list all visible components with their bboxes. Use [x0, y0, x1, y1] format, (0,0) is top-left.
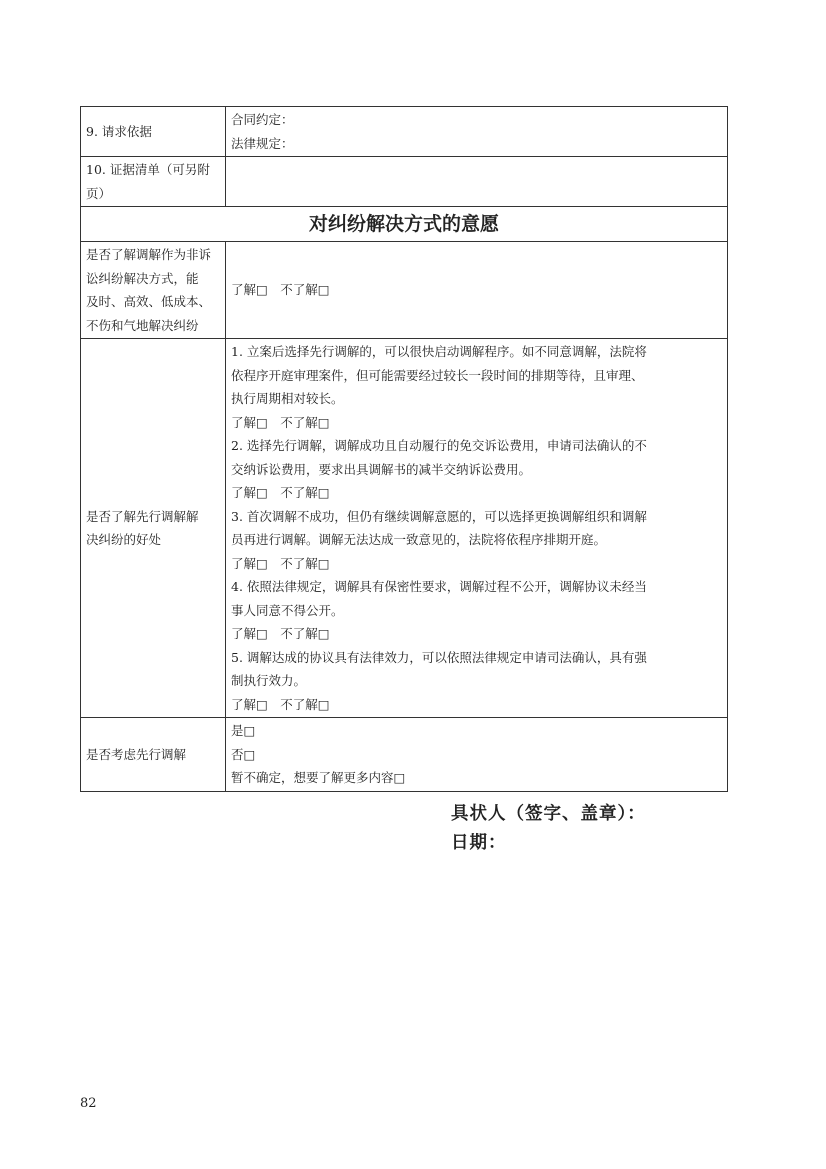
request-basis-label: 9. 请求依据	[81, 107, 226, 157]
benefit-checkbox-line[interactable]: 了解□ 不了解□	[231, 555, 330, 571]
mediation-label-line: 不伤和气地解决纠纷	[86, 317, 199, 333]
section-heading: 对纠纷解决方式的意愿	[81, 207, 728, 242]
benefit-text-line: 3. 首次调解不成功，但仍有继续调解意愿的，可以选择更换调解组织和调解	[231, 508, 647, 524]
evidence-list-row	[81, 157, 728, 207]
section-heading-row	[81, 207, 728, 242]
understand-mediation-row	[81, 242, 728, 339]
mediation-benefits-label	[81, 339, 226, 718]
request-basis-row	[81, 107, 728, 157]
mediation-benefits-row	[81, 339, 728, 718]
option-no[interactable]: 否□	[231, 746, 256, 762]
mediation-benefits-content	[226, 339, 728, 718]
benefit-text-line: 1. 立案后选择先行调解的，可以很快启动调解程序。如不同意调解，法院将	[231, 344, 647, 359]
evidence-label-line: 页）	[86, 185, 112, 201]
mediation-label-line: 是否了解调解作为非诉	[86, 247, 212, 262]
option-undecided[interactable]: 暂不确定，想要了解更多内容□	[231, 770, 406, 786]
understand-mediation-options[interactable]: 了解□ 不了解□	[226, 242, 728, 339]
request-basis-value	[226, 107, 728, 157]
legal-provision-line: 法律规定：	[231, 135, 294, 151]
benefit-text-line: 执行周期相对较长。	[231, 391, 344, 406]
benefits-label-line: 是否了解先行调解解	[86, 508, 199, 524]
benefit-text-line: 制执行效力。	[231, 673, 307, 688]
option-yes[interactable]: 是□	[231, 723, 256, 739]
mediation-label-line: 讼纠纷解决方式，能	[86, 270, 199, 286]
evidence-label-line: 10. 证据清单（可另附	[86, 162, 210, 177]
benefits-label-line: 决纠纷的好处	[86, 532, 162, 547]
consider-mediation-options	[226, 718, 728, 792]
benefit-checkbox-line[interactable]: 了解□ 不了解□	[231, 696, 330, 712]
benefit-text-line: 4. 依照法律规定，调解具有保密性要求，调解过程不公开，调解协议未经当	[231, 579, 647, 594]
understand-mediation-label	[81, 242, 226, 339]
benefit-checkbox-line[interactable]: 了解□ 不了解□	[231, 626, 330, 641]
consider-mediation-label: 是否考虑先行调解	[81, 718, 226, 792]
benefit-text-line: 交纳诉讼费用，要求出具调解书的减半交纳诉讼费用。	[231, 461, 532, 477]
benefit-text-line: 事人同意不得公开。	[231, 602, 344, 618]
page-number: 82	[80, 1096, 97, 1111]
consider-mediation-row	[81, 718, 728, 792]
evidence-list-label	[81, 157, 226, 207]
contract-agreement-line: 合同约定：	[231, 112, 294, 127]
signature-block	[451, 800, 646, 858]
benefit-text-line: 员再进行调解。调解无法达成一致意见的，法院将依程序排期开庭。	[231, 532, 607, 547]
complaint-form-table	[80, 106, 728, 792]
benefit-text-line: 2. 选择先行调解，调解成功且自动履行的免交诉讼费用，申请司法确认的不	[231, 438, 647, 453]
evidence-list-value	[226, 157, 728, 207]
benefit-checkbox-line[interactable]: 了解□ 不了解□	[231, 485, 330, 500]
benefit-text-line: 依程序开庭审理案件，但可能需要经过较长一段时间的排期等待，且审理、	[231, 367, 644, 383]
date-line: 日期：	[451, 833, 507, 853]
benefit-text-line: 5. 调解达成的协议具有法律效力，可以依照法律规定申请司法确认，具有强	[231, 649, 647, 665]
mediation-label-line: 及时、高效、低成本、	[86, 294, 212, 309]
benefit-checkbox-line[interactable]: 了解□ 不了解□	[231, 414, 330, 430]
signer-line: 具状人（签字、盖章）：	[451, 804, 646, 824]
